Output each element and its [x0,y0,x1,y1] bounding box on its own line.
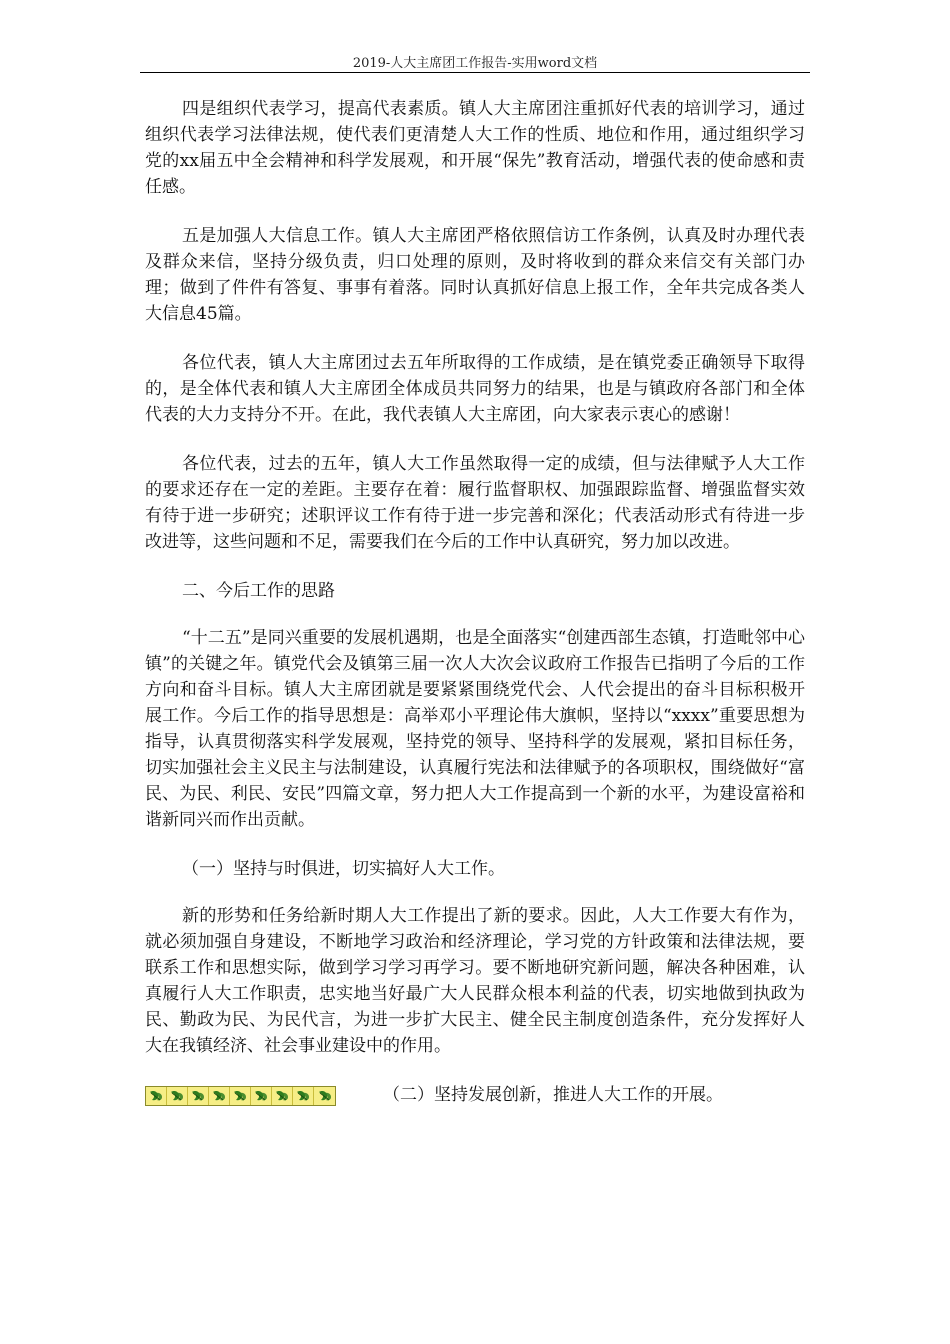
green-leaf-icon [146,1087,167,1105]
subheading-one-body: 新的形势和任务给新时期人大工作提出了新的要求。因此，人大工作要大有作为，就必须加强自身建设，不断地学习政治和经济理论，学习党的方针政策和法律法规，要联系工作和思想实际，做到学习学习再学习。要不断地研究新问题，解决各种困难，认真履行人大工作职责，忠实地当好最广大人民群众根本利益的代表，切实地做到执政为民、勤政为民、为民代言，为进一步扩大民主、健全民主制度创造条件，充分发挥好人大在我镇经济、社会事业建设中的作用。 [145,906,805,1056]
page-header: 2019-人大主席团工作报告-实用word文档 [352,56,598,71]
green-leaf-icon [251,1087,272,1105]
paragraph-study: 四是组织代表学习，提高代表素质。镇人大主席团注重抓好代表的培训学习，通过组织代表学习法律法规，使代表们更清楚人大工作的性质、地位和作用，通过组织学习党的xx届五中全会精神和科学发展观，和开展“保先”教育活动，增强代表的使命感和责任感。 [145,99,805,197]
green-leaf-icon [167,1087,188,1105]
green-leaf-icon [314,1087,335,1105]
green-leaf-icon [209,1087,230,1105]
paragraph-information: 五是加强人大信息工作。镇人大主席团严格依照信访工作条例，认真及时办理代表及群众来信，坚持分级负责，归口处理的原则，及时将收到的群众来信交有关部门办理；做到了件件有答复、事事有着落。同时认真抓好信息上报工作，全年共完成各类人大信息45篇。 [145,226,805,324]
paragraph-thanks: 各位代表，镇人大主席团过去五年所取得的工作成绩，是在镇党委正确领导下取得的，是全体代表和镇人大主席团全体成员共同努力的结果，也是与镇政府各部门和全体代表的大力支持分不开。在此，我代表镇人大主席团，向大家表示衷心的感谢！ [145,353,805,425]
green-leaf-icon [230,1087,251,1105]
paragraph-shortcomings: 各位代表，过去的五年，镇人大工作虽然取得一定的成绩，但与法律赋予人大工作的要求还存在一定的差距。主要存在着：履行监督职权、加强跟踪监督、增强监督实效有待于进一步研究；述职评议工作有待于进一步完善和深化；代表活动形式有待进一步改进等，这些问题和不足，需要我们在今后的工作中认真研究，努力加以改进。 [145,454,805,552]
section-two-heading: 二、今后工作的思路 [182,581,335,601]
subheading-two: （二）坚持发展创新，推进人大工作的开展。 [383,1085,723,1105]
green-leaf-icon [293,1087,314,1105]
leaf-ornament-border [145,1086,336,1106]
section-two-intro: “十二五”是同兴重要的发展机遇期，也是全面落实“创建西部生态镇，打造毗邻中心镇”的关键之年。镇党代会及镇第三届一次人大次会议政府工作报告已指明了今后的工作方向和奋斗目标。镇人大主席团就是要紧紧围绕党代会、人代会提出的奋斗目标积极开展工作。今后工作的指导思想是：高举邓小平理论伟大旗帜，坚持以“xxxx”重要思想为指导，认真贯彻落实科学发展观，坚持党的领导、坚持科学的发展观，紧扣目标任务，切实加强社会主义民主与法制建设，认真履行宪法和法律赋予的各项职权，围绕做好“富民、为民、利民、安民”四篇文章，努力把人大工作提高到一个新的水平，为建设富裕和谐新同兴而作出贡献。 [145,628,805,830]
header-rule [140,72,810,73]
document-body [145,96,805,1108]
subheading-one: （一）坚持与时俱进，切实搞好人大工作。 [182,859,505,879]
green-leaf-icon [188,1087,209,1105]
green-leaf-icon [272,1087,293,1105]
closing-line [145,1082,805,1108]
